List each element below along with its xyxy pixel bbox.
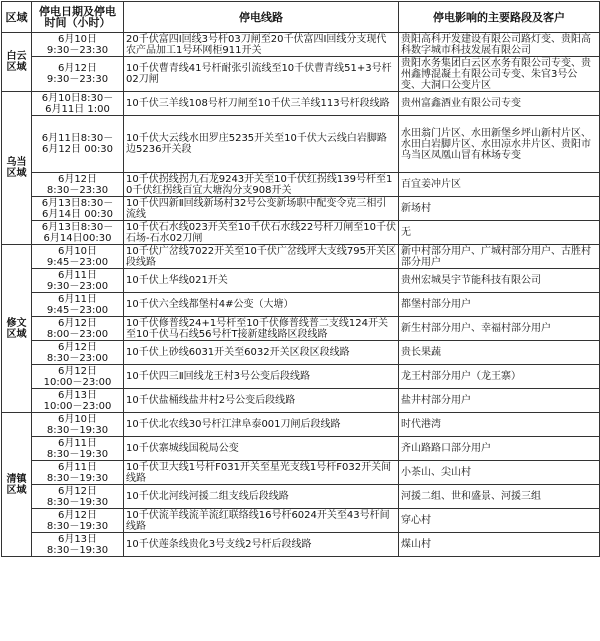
time-cell: 6月13日 8:30－19:30 <box>32 533 124 557</box>
table-row <box>2 389 600 413</box>
customers-cell: 煤山村 <box>399 533 600 557</box>
customers-cell: 新场村 <box>399 197 600 221</box>
customers-cell: 贵州富鑫酒业有限公司专变 <box>399 92 600 116</box>
customers-cell: 穿心村 <box>399 509 600 533</box>
customers-cell: 龙王村部分用户（龙王寨） <box>399 365 600 389</box>
time-cell: 6月12日 8:30－19:30 <box>32 485 124 509</box>
time-cell: 6月13日 10:00－23:00 <box>32 389 124 413</box>
table-row <box>2 92 600 116</box>
region-wudang: 乌当区域 <box>2 92 32 245</box>
customers-cell: 贵长果蔬 <box>399 341 600 365</box>
customers-cell: 时代港湾 <box>399 413 600 437</box>
region-xiuwen: 修文区域 <box>2 245 32 413</box>
table-row <box>2 173 600 197</box>
customers-cell: 河援二组、世和盛景、河援三组 <box>399 485 600 509</box>
outage-table <box>1 1 600 557</box>
table-row <box>2 317 600 341</box>
time-cell: 6月13日8:30－ 6月14日00:30 <box>32 221 124 245</box>
customers-cell: 水田翁门片区、水田新堡乡坪山新村片区、水田白岩脚片区、水田凉水井片区、贵阳市乌当区凤凰山冒有林场专变 <box>399 116 600 173</box>
customers-cell: 都堡村部分用户 <box>399 293 600 317</box>
table-row <box>2 437 600 461</box>
time-cell: 6月11日 9:30－23:00 <box>32 269 124 293</box>
line-cell: 10千伏四三Ⅱ回线龙王村3号公变后段线路 <box>124 365 399 389</box>
time-cell: 6月10日 9:30－23:30 <box>32 33 124 57</box>
region-baiyun: 白云区域 <box>2 33 32 92</box>
table-row <box>2 116 600 173</box>
customers-cell: 齐山路路口部分用户 <box>399 437 600 461</box>
header-time: 停电日期及停电时间（小时） <box>32 2 124 33</box>
line-cell: 10千伏莲条线贵化3号支线2号杆后段线路 <box>124 533 399 557</box>
line-cell: 10千伏石水线023开关至10千伏石水线22号杆刀闸至10千伏石场-石水02刀闸 <box>124 221 399 245</box>
table-row <box>2 509 600 533</box>
time-cell: 6月11日 8:30－19:30 <box>32 437 124 461</box>
customers-cell: 盐井村部分用户 <box>399 389 600 413</box>
table-row <box>2 365 600 389</box>
time-cell: 6月13日8:30－ 6月14日 00:30 <box>32 197 124 221</box>
table-row <box>2 197 600 221</box>
table-row <box>2 461 600 485</box>
customers-cell: 新生村部分用户、幸福村部分用户 <box>399 317 600 341</box>
table-row <box>2 221 600 245</box>
line-cell: 10千伏修普线24+1号杆至10千伏修普线普二支线124开关至10千伏马石线56号杆T接新建线路区段线路 <box>124 317 399 341</box>
table-row <box>2 269 600 293</box>
line-cell: 10千伏六全线都堡村4#公变（大塘） <box>124 293 399 317</box>
time-cell: 6月12日 8:00－23:00 <box>32 317 124 341</box>
line-cell: 10千伏寨城线国税局公变 <box>124 437 399 461</box>
line-cell: 10千伏流羊线流羊流红联络线16号杆6024开关至43号杆间线路 <box>124 509 399 533</box>
time-cell: 6月10日 8:30－19:30 <box>32 413 124 437</box>
time-cell: 6月10日 9:45－23:00 <box>32 245 124 269</box>
time-cell: 6月11日 9:45－23:00 <box>32 293 124 317</box>
line-cell: 10千伏卫大线1号杆F031开关至星光支线1号杆F032开关间线路 <box>124 461 399 485</box>
time-cell: 6月12日 8:30－19:30 <box>32 509 124 533</box>
table-row <box>2 57 600 92</box>
customers-cell: 贵州宏城昊宇节能科技有限公司 <box>399 269 600 293</box>
time-cell: 6月12日 8:30－23:30 <box>32 173 124 197</box>
time-cell: 6月12日 10:00－23:00 <box>32 365 124 389</box>
customers-cell: 百宜姜冲片区 <box>399 173 600 197</box>
customers-cell: 新中村部分用户、广城村部分用户、古胜村部分用户 <box>399 245 600 269</box>
table-row <box>2 245 600 269</box>
customers-cell: 贵阳高科开发建设有限公司路灯变、贵阳高科数字城市科技发展有限公司 <box>399 33 600 57</box>
line-cell: 10千伏拐线拐九石龙9243开关至10千伏红拐线139号杆至10千伏红拐线百宜大塘沟分支908开关 <box>124 173 399 197</box>
time-cell: 6月12日 9:30－23:30 <box>32 57 124 92</box>
header-customers: 停电影响的主要路段及客户 <box>399 2 600 33</box>
time-cell: 6月11日 8:30－19:30 <box>32 461 124 485</box>
line-cell: 10千伏广岔线7022开关至10千伏广岔线坪大支线795开关区段线路 <box>124 245 399 269</box>
customers-cell: 贵阳水务集团白云区水务有限公司专变、贵州鑫博混凝土有限公司专变、朱官3号公变、大洞口公变片区 <box>399 57 600 92</box>
line-cell: 10千伏大云线水田罗庄5235开关至10千伏大云线白岩脚路边5236开关段 <box>124 116 399 173</box>
customers-cell: 无 <box>399 221 600 245</box>
header-line: 停电线路 <box>124 2 399 33</box>
line-cell: 10千伏北农线30号杆江津阜泰001刀闸后段线路 <box>124 413 399 437</box>
region-qingzhen: 清镇区域 <box>2 413 32 557</box>
header-row <box>2 2 600 33</box>
table-row <box>2 33 600 57</box>
line-cell: 10千伏上砂线6031开关至6032开关区段区段线路 <box>124 341 399 365</box>
line-cell: 10千伏北河线河援二组支线后段线路 <box>124 485 399 509</box>
line-cell: 10千伏盐桶线盐井村2号公变后段线路 <box>124 389 399 413</box>
time-cell: 6月10日8:30－ 6月11日 1:00 <box>32 92 124 116</box>
line-cell: 20千伏富四Ⅰ回线3号杆03刀闸至20千伏富四Ⅰ回线分支现代农产品加工1号环网柜911开关 <box>124 33 399 57</box>
line-cell: 10千伏三羊线108号杆刀闸至10千伏三羊线113号杆段线路 <box>124 92 399 116</box>
table-row <box>2 485 600 509</box>
customers-cell: 小茶山、尖山村 <box>399 461 600 485</box>
line-cell: 10千伏上华线021开关 <box>124 269 399 293</box>
time-cell: 6月12日 8:30－23:00 <box>32 341 124 365</box>
table-row <box>2 341 600 365</box>
table-row <box>2 533 600 557</box>
table-row <box>2 413 600 437</box>
table-row <box>2 293 600 317</box>
line-cell: 10千伏四新Ⅱ回线新场村32号公变新场职中配变令克三相引流线 <box>124 197 399 221</box>
line-cell: 10千伏曹青线41号杆耐张引流线至10千伏曹青线51+3号杆02刀闸 <box>124 57 399 92</box>
time-cell: 6月11日8:30－ 6月12日 00:30 <box>32 116 124 173</box>
header-region: 区域 <box>2 2 32 33</box>
